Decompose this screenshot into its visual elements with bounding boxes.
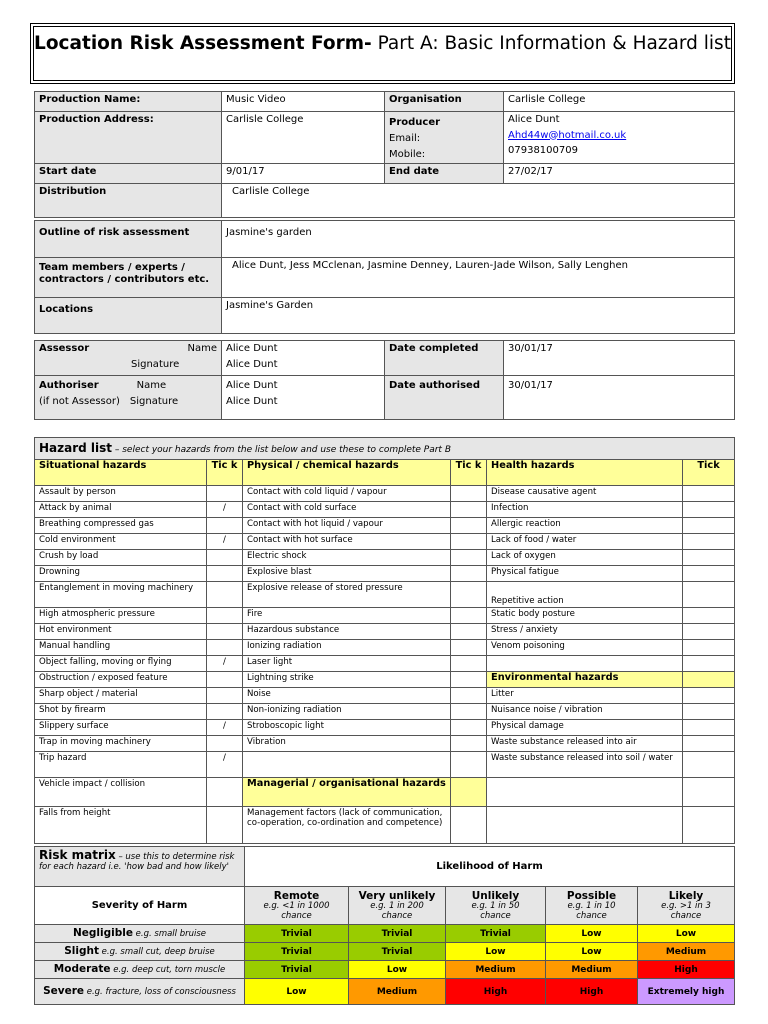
date-authorised-label: Date authorised: [385, 376, 504, 420]
health-tick-box[interactable]: [683, 752, 735, 778]
physical-tick-box[interactable]: [451, 704, 487, 720]
tick-header-b: Tic k: [451, 460, 487, 486]
physical-hazards-header: Physical / chemical hazards: [243, 460, 451, 486]
risk-level-cell: Medium: [546, 961, 638, 979]
risk-level-cell: Trivial: [245, 925, 349, 943]
situational-tick-box[interactable]: [207, 736, 243, 752]
physical-hazard-item: Laser light: [243, 656, 451, 672]
health-hazard-item: Allergic reaction: [487, 518, 683, 534]
physical-tick-box[interactable]: [451, 688, 487, 704]
hazard-list-table: [34, 437, 735, 844]
hazard-management-factors: Management factors (lack of communication, co-operation, co-ordination and competence): [243, 807, 451, 844]
environmental-hazards-header: Environmental hazards: [487, 672, 683, 688]
email-label: Email:: [389, 132, 421, 144]
severity-row-label: [35, 943, 245, 961]
tick-management-factors[interactable]: [451, 807, 487, 844]
tick-falls-from-height[interactable]: [207, 807, 243, 844]
health-tick-box[interactable]: [683, 502, 735, 518]
health-hazard-item: Infection: [487, 502, 683, 518]
hazard-row: [35, 518, 735, 534]
situational-tick-box[interactable]: /: [207, 720, 243, 736]
hazard-row: [35, 550, 735, 566]
likelihood-name: Very unlikely: [358, 889, 436, 902]
situational-tick-box[interactable]: /: [207, 656, 243, 672]
severity-example: e.g. deep cut, torn muscle: [110, 965, 226, 975]
health-tick-box[interactable]: [683, 518, 735, 534]
hazard-row: [35, 720, 735, 736]
situational-tick-box[interactable]: [207, 608, 243, 624]
production-address-label: Production Address:: [35, 112, 222, 164]
likelihood-name: Possible: [566, 889, 617, 902]
risk-level-cell: Low: [546, 925, 638, 943]
hazard-row: [35, 608, 735, 624]
risk-level-cell: Medium: [349, 979, 446, 1005]
health-tick-box[interactable]: [683, 704, 735, 720]
situational-hazard-item: High atmospheric pressure: [35, 608, 207, 624]
physical-tick-box[interactable]: [451, 752, 487, 778]
mobile-label: Mobile:: [389, 149, 426, 160]
health-hazard-item: Physical fatigue: [487, 566, 683, 582]
risk-matrix-subtitle: – use this to determine risk for each hazard i.e. 'how bad and how likely': [39, 852, 235, 872]
situational-tick-box[interactable]: [207, 672, 243, 688]
likelihood-column-header: [245, 887, 349, 925]
assessor-value-cell: [222, 341, 385, 376]
hazard-empty-c: [487, 778, 683, 807]
physical-hazard-item: Contact with cold liquid / vapour: [243, 486, 451, 502]
hazard-empty-d: [487, 807, 683, 844]
health-hazard-item: Disease causative agent: [487, 486, 683, 502]
risk-level-cell: Low: [638, 925, 735, 943]
physical-tick-box[interactable]: [451, 720, 487, 736]
health-hazard-item: Waste substance released into soil / water: [487, 752, 683, 778]
physical-hazard-item: Contact with hot surface: [243, 534, 451, 550]
situational-hazard-item: Slippery surface: [35, 720, 207, 736]
situational-tick-box[interactable]: [207, 582, 243, 608]
hazard-vehicle-impact: Vehicle impact / collision: [35, 778, 207, 807]
risk-level-cell: Trivial: [245, 961, 349, 979]
physical-tick-box[interactable]: [451, 608, 487, 624]
hazard-list-title: Hazard list: [39, 441, 113, 455]
health-hazards-header: Health hazards: [487, 460, 683, 486]
risk-level-cell: High: [546, 979, 638, 1005]
situational-tick-box[interactable]: [207, 640, 243, 656]
locations-label: Locations: [35, 298, 222, 334]
if-not-assessor-label: (if not Assessor): [39, 395, 120, 407]
team-value[interactable]: Alice Dunt, Jess MCclenan, Jasmine Denney, Lauren-Jade Wilson, Sally Lenghen: [222, 258, 735, 298]
locations-value[interactable]: Jasmine's Garden: [222, 298, 735, 334]
physical-hazard-item: Non-ionizing radiation: [243, 704, 451, 720]
authoriser-signature[interactable]: Alice Dunt: [226, 395, 278, 407]
situational-tick-box[interactable]: /: [207, 534, 243, 550]
likelihood-column-header: [638, 887, 735, 925]
risk-matrix-table: [34, 846, 735, 1005]
risk-row: [35, 979, 735, 1005]
situational-hazard-item: Trap in moving machinery: [35, 736, 207, 752]
authoriser-label: Authoriser: [39, 380, 99, 391]
risk-matrix-title: Risk matrix: [39, 848, 116, 862]
likelihood-example: e.g. 1 in 10 chance: [567, 900, 616, 921]
outline-label: Outline of risk assessment: [35, 221, 222, 258]
likelihood-column-header: [546, 887, 638, 925]
assessor-name-label: Name: [187, 343, 217, 354]
managerial-hazards-header: Managerial / organisational hazards: [243, 778, 451, 807]
producer-label: Producer: [389, 117, 441, 128]
physical-hazard-item: Vibration: [243, 736, 451, 752]
tick-header-c: Tick: [683, 460, 735, 486]
physical-tick-box[interactable]: [451, 518, 487, 534]
producer-label-cell: [385, 112, 504, 164]
physical-tick-box[interactable]: [451, 566, 487, 582]
start-date-label: Start date: [35, 164, 222, 184]
situational-hazard-item: Sharp object / material: [35, 688, 207, 704]
risk-level-cell: Trivial: [349, 925, 446, 943]
date-authorised-value[interactable]: 30/01/17: [504, 376, 735, 420]
tick-empty-d[interactable]: [683, 807, 735, 844]
situational-hazard-item: Attack by animal: [35, 502, 207, 518]
authoriser-value-cell: [222, 376, 385, 420]
risk-level-cell: Trivial: [349, 943, 446, 961]
health-hazard-item: Stress / anxiety: [487, 624, 683, 640]
situational-hazard-item: Manual handling: [35, 640, 207, 656]
basic-info-table: [34, 91, 735, 218]
likelihood-example: e.g. 1 in 200 chance: [370, 900, 424, 921]
risk-level-cell: Medium: [638, 943, 735, 961]
hazard-list-header: [35, 438, 735, 460]
date-completed-value[interactable]: 30/01/17: [504, 341, 735, 376]
situational-hazard-item: Crush by load: [35, 550, 207, 566]
severity-example: e.g. small cut, deep bruise: [98, 947, 215, 957]
health-hazard-item: Static body posture: [487, 608, 683, 624]
situational-hazard-item: Hot environment: [35, 624, 207, 640]
risk-level-cell: Low: [349, 961, 446, 979]
risk-row: [35, 925, 735, 943]
assessor-label: Assessor: [39, 343, 90, 354]
health-tick-box[interactable]: [683, 720, 735, 736]
risk-row: [35, 943, 735, 961]
end-date-value[interactable]: 27/02/17: [504, 164, 735, 184]
form-title: [33, 26, 732, 81]
risk-row: [35, 961, 735, 979]
severity-name: Moderate: [53, 963, 111, 975]
situational-hazard-item: Cold environment: [35, 534, 207, 550]
health-hazard-item: Lack of oxygen: [487, 550, 683, 566]
situational-hazard-item: Object falling, moving or flying: [35, 656, 207, 672]
hazard-list-subtitle: – select your hazards from the list below and use these to complete Part B: [112, 445, 451, 455]
likelihood-name: Unlikely: [471, 889, 520, 902]
risk-level-cell: High: [446, 979, 546, 1005]
likelihood-example: e.g. <1 in 1000 chance: [263, 900, 330, 921]
hazard-row: [35, 736, 735, 752]
hazard-row: [35, 502, 735, 518]
situational-hazard-item: Breathing compressed gas: [35, 518, 207, 534]
physical-tick-box[interactable]: [451, 656, 487, 672]
assessor-signature-label: Signature: [131, 358, 180, 370]
situational-hazard-item: Drowning: [35, 566, 207, 582]
distribution-label: Distribution: [35, 184, 222, 218]
team-label: Team members / experts / contractors / contributors etc.: [35, 258, 222, 298]
health-tick-box[interactable]: [683, 656, 735, 672]
risk-level-cell: Extremely high: [638, 979, 735, 1005]
severity-example: e.g. small bruise: [132, 929, 207, 939]
situational-tick-box[interactable]: /: [207, 752, 243, 778]
signoff-table: [34, 340, 735, 420]
situational-tick-box[interactable]: [207, 550, 243, 566]
severity-row-label: [35, 961, 245, 979]
date-completed-label: Date completed: [385, 341, 504, 376]
authoriser-name[interactable]: Alice Dunt: [226, 380, 278, 391]
situational-tick-box[interactable]: [207, 518, 243, 534]
severity-example: e.g. fracture, loss of consciousness: [84, 987, 236, 997]
authoriser-name-label: Name: [136, 380, 167, 391]
health-hazard-item: Repetitive action: [487, 582, 683, 608]
physical-hazard-item: Ionizing radiation: [243, 640, 451, 656]
physical-tick-box[interactable]: [451, 582, 487, 608]
severity-row-label: [35, 925, 245, 943]
situational-tick-box[interactable]: [207, 566, 243, 582]
physical-tick-box[interactable]: [451, 624, 487, 640]
physical-tick-box[interactable]: [451, 486, 487, 502]
health-hazard-item: Physical damage: [487, 720, 683, 736]
hazard-row: [35, 582, 735, 608]
health-tick-box[interactable]: [683, 736, 735, 752]
distribution-value[interactable]: Carlisle College: [222, 184, 735, 218]
hazard-row: [35, 534, 735, 550]
physical-tick-box[interactable]: [451, 736, 487, 752]
authoriser-label-cell: [35, 376, 222, 420]
outline-table: [34, 220, 735, 334]
environmental-tick-header: [683, 672, 735, 688]
health-tick-box[interactable]: [683, 640, 735, 656]
production-address-value[interactable]: Carlisle College: [222, 112, 385, 164]
health-tick-box[interactable]: [683, 582, 735, 608]
risk-level-cell: Trivial: [446, 925, 546, 943]
likelihood-column-header: [349, 887, 446, 925]
risk-level-cell: Low: [546, 943, 638, 961]
physical-hazard-item: Contact with cold surface: [243, 502, 451, 518]
tick-header-a: Tic k: [207, 460, 243, 486]
hazard-row: [35, 752, 735, 778]
producer-value-cell: [504, 112, 735, 164]
risk-matrix-header: [35, 847, 245, 887]
physical-hazard-item: Electric shock: [243, 550, 451, 566]
health-tick-box[interactable]: [683, 550, 735, 566]
producer-email-link[interactable]: Ahd44w@hotmail.co.uk: [508, 129, 627, 141]
assessor-signature[interactable]: Alice Dunt: [226, 358, 278, 370]
production-name-value[interactable]: Music Video: [222, 92, 385, 112]
end-date-label: End date: [385, 164, 504, 184]
physical-hazard-item: Explosive blast: [243, 566, 451, 582]
situational-tick-box[interactable]: /: [207, 502, 243, 518]
assessor-name[interactable]: Alice Dunt: [226, 343, 278, 354]
hazard-row: [35, 566, 735, 582]
production-name-label: Production Name:: [35, 92, 222, 112]
physical-tick-box[interactable]: [451, 672, 487, 688]
situational-tick-box[interactable]: [207, 704, 243, 720]
health-tick-box[interactable]: [683, 566, 735, 582]
risk-level-cell: Trivial: [245, 943, 349, 961]
health-tick-box[interactable]: [683, 688, 735, 704]
hazard-row: [35, 640, 735, 656]
physical-hazard-item: Lightning strike: [243, 672, 451, 688]
health-hazard-item: Venom poisoning: [487, 640, 683, 656]
health-tick-box[interactable]: [683, 486, 735, 502]
health-tick-box[interactable]: [683, 624, 735, 640]
situational-hazard-item: Assault by person: [35, 486, 207, 502]
likelihood-example: e.g. >1 in 3 chance: [661, 900, 711, 921]
hazard-row: [35, 672, 735, 688]
outline-value[interactable]: Jasmine's garden: [222, 221, 735, 258]
likelihood-name: Remote: [273, 889, 320, 902]
hazard-falls-from-height: Falls from height: [35, 807, 207, 844]
likelihood-column-header: [446, 887, 546, 925]
situational-tick-box[interactable]: [207, 688, 243, 704]
physical-hazard-item: Hazardous substance: [243, 624, 451, 640]
situational-tick-box[interactable]: [207, 486, 243, 502]
situational-hazard-item: Shot by firearm: [35, 704, 207, 720]
health-hazard-item: Litter: [487, 688, 683, 704]
start-date-value[interactable]: 9/01/17: [222, 164, 385, 184]
situational-hazard-item: Trip hazard: [35, 752, 207, 778]
health-hazard-item: Nuisance noise / vibration: [487, 704, 683, 720]
physical-hazard-item: Contact with hot liquid / vapour: [243, 518, 451, 534]
health-hazard-item: Waste substance released into air: [487, 736, 683, 752]
physical-tick-box[interactable]: [451, 550, 487, 566]
risk-level-cell: Low: [446, 943, 546, 961]
health-hazard-item: Lack of food / water: [487, 534, 683, 550]
risk-level-cell: Medium: [446, 961, 546, 979]
severity-header: Severity of Harm: [35, 887, 245, 925]
severity-name: Negligible: [72, 927, 133, 939]
physical-hazard-item: Fire: [243, 608, 451, 624]
physical-tick-box[interactable]: [451, 534, 487, 550]
hazard-row: [35, 656, 735, 672]
situational-hazard-item: Entanglement in moving machinery: [35, 582, 207, 608]
hazard-row: [35, 704, 735, 720]
health-hazard-item: [487, 656, 683, 672]
severity-name: Slight: [64, 945, 99, 957]
physical-tick-box[interactable]: [451, 502, 487, 518]
severity-name: Severe: [43, 985, 85, 997]
risk-level-cell: Low: [245, 979, 349, 1005]
organisation-value[interactable]: Carlisle College: [504, 92, 735, 112]
physical-hazard-item: Explosive release of stored pressure: [243, 582, 451, 608]
health-tick-box[interactable]: [683, 534, 735, 550]
form-title-rest: Part A: Basic Information & Hazard list: [371, 33, 731, 54]
health-tick-box[interactable]: [683, 608, 735, 624]
physical-hazard-item: Noise: [243, 688, 451, 704]
hazard-row: [35, 486, 735, 502]
producer-mobile[interactable]: 07938100709: [508, 145, 578, 156]
managerial-tick-header: [451, 778, 487, 807]
likelihood-example: e.g. 1 in 50 chance: [471, 900, 520, 921]
tick-empty-c[interactable]: [683, 778, 735, 807]
organisation-label: Organisation: [385, 92, 504, 112]
situational-hazard-item: Obstruction / exposed feature: [35, 672, 207, 688]
hazard-row: [35, 688, 735, 704]
likelihood-name: Likely: [668, 889, 704, 902]
severity-row-label: [35, 979, 245, 1005]
risk-level-cell: High: [638, 961, 735, 979]
physical-hazard-item: Stroboscopic light: [243, 720, 451, 736]
likelihood-header: Likelihood of Harm: [245, 847, 735, 887]
hazard-row: [35, 624, 735, 640]
tick-vehicle-impact[interactable]: [207, 778, 243, 807]
authoriser-signature-label: Signature: [129, 395, 179, 407]
physical-tick-box[interactable]: [451, 640, 487, 656]
situational-hazards-header: Situational hazards: [35, 460, 207, 486]
assessor-label-cell: [35, 341, 222, 376]
producer-name[interactable]: Alice Dunt: [508, 114, 560, 125]
situational-tick-box[interactable]: [207, 624, 243, 640]
form-title-bold: Location Risk Assessment Form-: [34, 33, 372, 54]
physical-hazard-item: [243, 752, 451, 778]
